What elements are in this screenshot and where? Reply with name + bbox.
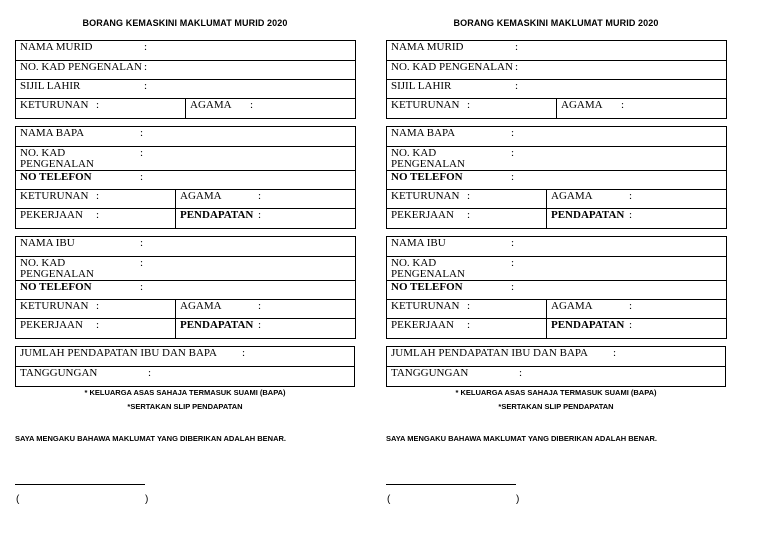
signature-line[interactable] <box>386 484 516 485</box>
student-religion-field[interactable] <box>186 99 356 119</box>
colon: : <box>140 281 144 293</box>
father-section <box>386 126 727 229</box>
colon: : <box>629 209 633 221</box>
student-ic-field[interactable] <box>16 61 356 80</box>
declaration-text: SAYA MENGAKU BAHAWA MAKLUMAT YANG DIBERIKAN ADALAH BENAR. <box>15 434 286 443</box>
colon: : <box>511 237 515 249</box>
colon: : <box>467 300 471 312</box>
form-copy-left <box>15 0 355 543</box>
father-occupation-label: PEKERJAAN <box>20 209 83 221</box>
dependents-field[interactable] <box>387 367 726 387</box>
colon: : <box>511 127 515 139</box>
dependents-field[interactable] <box>16 367 355 387</box>
dependents-label: TANGGUNGAN <box>391 367 469 379</box>
total-income-label: JUMLAH PENDAPATAN IBU DAN BAPA <box>391 347 588 359</box>
father-name-label: NAMA BAPA <box>20 127 85 139</box>
mother-religion-field[interactable] <box>547 300 727 319</box>
mother-income-label: PENDAPATAN <box>551 319 625 331</box>
student-ic-label: NO. KAD PENGENALAN <box>20 61 142 73</box>
father-income-label: PENDAPATAN <box>180 209 254 221</box>
mother-income-label: PENDAPATAN <box>180 319 254 331</box>
mother-phone-label: NO TELEFON <box>20 281 92 293</box>
colon: : <box>515 41 519 53</box>
father-income-field[interactable] <box>547 209 727 229</box>
student-section <box>15 40 356 119</box>
student-name-field[interactable] <box>16 41 356 61</box>
mother-occupation-label: PEKERJAAN <box>20 319 83 331</box>
father-race-field[interactable] <box>387 190 547 209</box>
total-income-field[interactable] <box>387 347 726 367</box>
colon: : <box>629 300 633 312</box>
student-ic-label: NO. KAD PENGENALAN <box>391 61 513 73</box>
colon: : <box>144 61 148 73</box>
colon: : <box>258 300 262 312</box>
father-phone-field[interactable] <box>387 171 727 190</box>
colon: : <box>613 347 617 359</box>
mother-occupation-field[interactable] <box>387 319 547 339</box>
father-ic-label: NO. KAD PENGENALAN <box>20 147 94 170</box>
mother-occupation-field[interactable] <box>16 319 176 339</box>
student-name-label: NAMA MURID <box>391 41 464 53</box>
colon: : <box>511 171 515 183</box>
colon: : <box>467 319 471 331</box>
mother-phone-field[interactable] <box>16 281 356 300</box>
note-family: * KELUARGA ASAS SAHAJA TERMASUK SUAMI (BAPA) <box>455 388 657 397</box>
mother-race-label: KETURUNAN <box>391 300 460 312</box>
name-paren-close: ) <box>145 494 149 505</box>
father-name-field[interactable] <box>16 127 356 147</box>
father-phone-label: NO TELEFON <box>391 171 463 183</box>
mother-race-field[interactable] <box>16 300 176 319</box>
total-income-label: JUMLAH PENDAPATAN IBU DAN BAPA <box>20 347 217 359</box>
mother-name-label: NAMA IBU <box>20 237 75 249</box>
note-payslip: *SERTAKAN SLIP PENDAPATAN <box>127 402 243 411</box>
mother-occupation-label: PEKERJAAN <box>391 319 454 331</box>
father-religion-label: AGAMA <box>180 190 222 202</box>
father-religion-label: AGAMA <box>551 190 593 202</box>
colon: : <box>511 257 515 269</box>
student-religion-label: AGAMA <box>561 99 603 111</box>
father-income-field[interactable] <box>176 209 356 229</box>
colon: : <box>140 127 144 139</box>
student-name-field[interactable] <box>387 41 727 61</box>
student-name-label: NAMA MURID <box>20 41 93 53</box>
mother-religion-label: AGAMA <box>180 300 222 312</box>
colon: : <box>148 367 152 379</box>
colon: : <box>467 190 471 202</box>
mother-name-label: NAMA IBU <box>391 237 446 249</box>
student-race-field[interactable] <box>16 99 186 119</box>
father-religion-field[interactable] <box>176 190 356 209</box>
colon: : <box>621 99 625 111</box>
mother-ic-label: NO. KAD PENGENALAN <box>20 257 94 280</box>
mother-section <box>15 236 356 339</box>
mother-religion-field[interactable] <box>176 300 356 319</box>
father-phone-label: NO TELEFON <box>20 171 92 183</box>
note-payslip: *SERTAKAN SLIP PENDAPATAN <box>498 402 614 411</box>
father-section <box>15 126 356 229</box>
total-income-field[interactable] <box>16 347 355 367</box>
colon: : <box>467 209 471 221</box>
colon: : <box>140 257 144 269</box>
signature-line[interactable] <box>15 484 145 485</box>
name-paren-open: ( <box>387 494 391 505</box>
colon: : <box>96 209 100 221</box>
colon: : <box>258 190 262 202</box>
colon: : <box>96 99 100 111</box>
student-race-label: KETURUNAN <box>20 99 89 111</box>
student-ic-field[interactable] <box>387 61 727 80</box>
father-name-label: NAMA BAPA <box>391 127 456 139</box>
father-ic-label: NO. KAD PENGENALAN <box>391 147 465 170</box>
student-religion-field[interactable] <box>557 99 727 119</box>
colon: : <box>140 237 144 249</box>
mother-race-field[interactable] <box>387 300 547 319</box>
form-title: BORANG KEMASKINI MAKLUMAT MURID 2020 <box>82 18 288 28</box>
name-paren-open: ( <box>16 494 20 505</box>
dependents-label: TANGGUNGAN <box>20 367 98 379</box>
mother-religion-label: AGAMA <box>551 300 593 312</box>
colon: : <box>250 99 254 111</box>
father-occupation-field[interactable] <box>16 209 176 229</box>
mother-income-field[interactable] <box>547 319 727 339</box>
mother-race-label: KETURUNAN <box>20 300 89 312</box>
colon: : <box>96 190 100 202</box>
colon: : <box>242 347 246 359</box>
colon: : <box>519 367 523 379</box>
form-copy-right <box>386 0 726 543</box>
father-race-label: KETURUNAN <box>20 190 89 202</box>
mother-name-field[interactable] <box>387 237 727 257</box>
colon: : <box>140 147 144 159</box>
colon: : <box>467 99 471 111</box>
father-race-field[interactable] <box>16 190 176 209</box>
colon: : <box>140 171 144 183</box>
colon: : <box>96 300 100 312</box>
summary-section <box>386 346 726 387</box>
father-phone-field[interactable] <box>16 171 356 190</box>
student-religion-label: AGAMA <box>190 99 232 111</box>
colon: : <box>144 41 148 53</box>
father-ic-field[interactable] <box>387 147 727 171</box>
note-family: * KELUARGA ASAS SAHAJA TERMASUK SUAMI (BAPA) <box>84 388 286 397</box>
student-birth-cert-label: SIJIL LAHIR <box>391 80 452 92</box>
colon: : <box>258 319 262 331</box>
colon: : <box>258 209 262 221</box>
mother-income-field[interactable] <box>176 319 356 339</box>
father-religion-field[interactable] <box>547 190 727 209</box>
mother-ic-field[interactable] <box>387 257 727 281</box>
student-birth-cert-label: SIJIL LAHIR <box>20 80 81 92</box>
mother-section <box>386 236 727 339</box>
father-name-field[interactable] <box>387 127 727 147</box>
father-occupation-field[interactable] <box>387 209 547 229</box>
father-income-label: PENDAPATAN <box>551 209 625 221</box>
student-birth-cert-field[interactable] <box>16 80 356 99</box>
mother-ic-field[interactable] <box>16 257 356 281</box>
colon: : <box>96 319 100 331</box>
colon: : <box>515 61 519 73</box>
student-race-label: KETURUNAN <box>391 99 460 111</box>
mother-phone-field[interactable] <box>387 281 727 300</box>
father-ic-field[interactable] <box>16 147 356 171</box>
declaration-text: SAYA MENGAKU BAHAWA MAKLUMAT YANG DIBERIKAN ADALAH BENAR. <box>386 434 657 443</box>
mother-ic-label: NO. KAD PENGENALAN <box>391 257 465 280</box>
colon: : <box>511 147 515 159</box>
colon: : <box>629 190 633 202</box>
student-birth-cert-field[interactable] <box>387 80 727 99</box>
name-paren-close: ) <box>516 494 520 505</box>
colon: : <box>515 80 519 92</box>
father-race-label: KETURUNAN <box>391 190 460 202</box>
student-race-field[interactable] <box>387 99 557 119</box>
student-section <box>386 40 727 119</box>
mother-name-field[interactable] <box>16 237 356 257</box>
form-title: BORANG KEMASKINI MAKLUMAT MURID 2020 <box>453 18 659 28</box>
colon: : <box>511 281 515 293</box>
father-occupation-label: PEKERJAAN <box>391 209 454 221</box>
colon: : <box>629 319 633 331</box>
colon: : <box>144 80 148 92</box>
mother-phone-label: NO TELEFON <box>391 281 463 293</box>
summary-section <box>15 346 355 387</box>
